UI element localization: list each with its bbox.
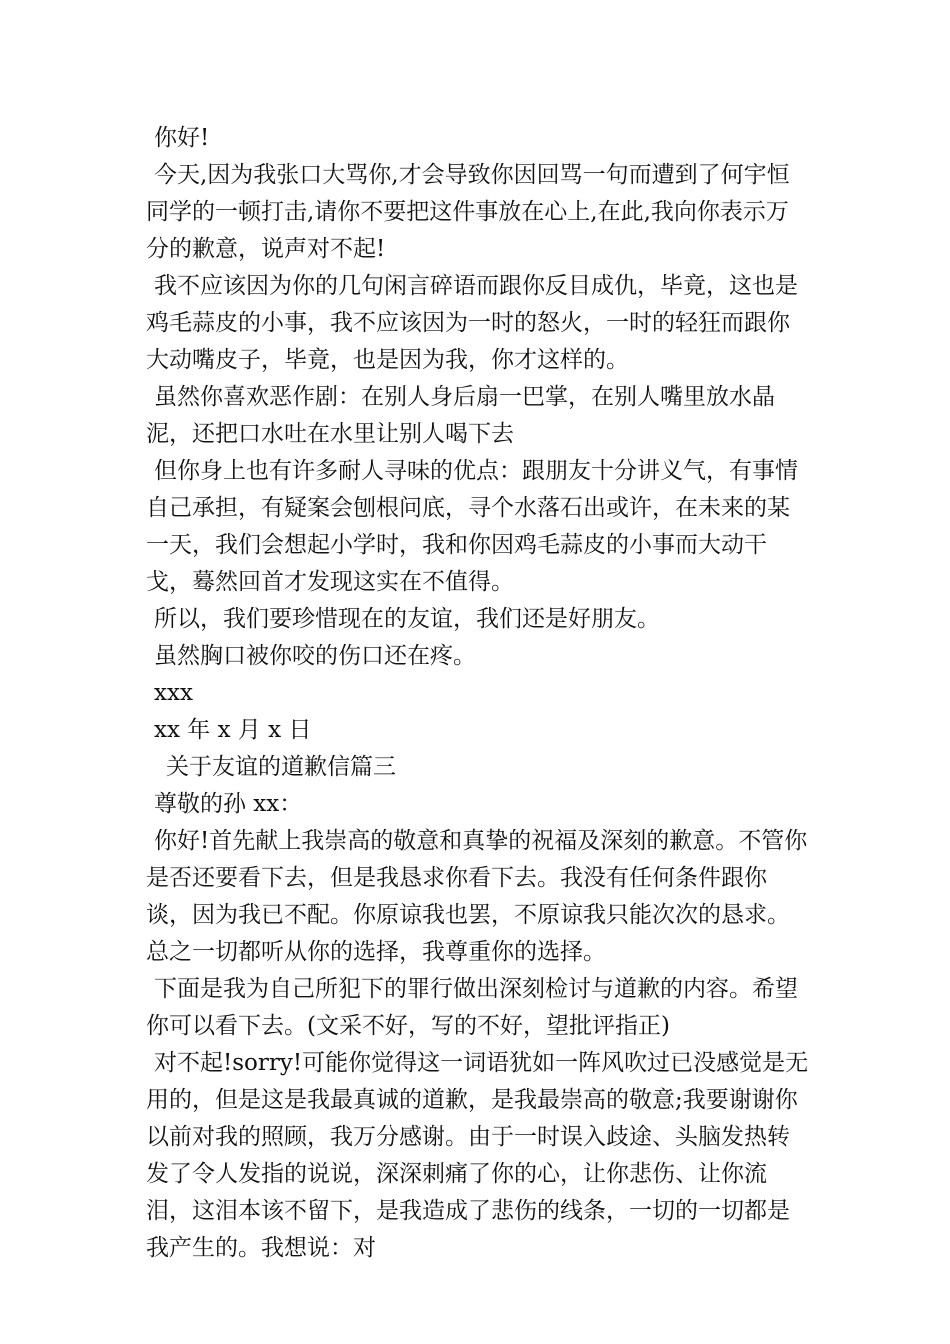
greeting: 你好! (154, 125, 210, 151)
paragraph: 我不应该因为你的几句闲言碎语而跟你反目成仇，毕竟，这也是鸡毛蒜皮的小事，我不应该因为一时的怒火，一时的轻狂而跟你大动嘴皮子，毕竟，也是因为我，你才这样的。 (146, 273, 798, 373)
document-page (146, 120, 810, 1267)
signature: xxx (154, 680, 193, 706)
paragraph: 虽然你喜欢恶作剧：在别人身后扇一巴掌，在别人嘴里放水晶泥，还把口水吐在水里让别人喝下去 (146, 384, 775, 447)
paragraph: 下面是我为自己所犯下的罪行做出深刻检讨与道歉的内容。希望你可以看下去。(文采不好，写的不好，望批评指正) (146, 976, 798, 1039)
paragraph: 你好!首先献上我崇高的敬意和真挚的祝福及深刻的歉意。不管你是否还要看下去，但是我恳求你看下去。我没有任何条件跟你谈，因为我已不配。你原谅我也罢，不原谅我只能次次的恳求。总之一切都听从你的选择，我尊重你的选择。 (146, 828, 808, 965)
paragraph: 但你身上也有许多耐人寻味的优点：跟朋友十分讲义气，有事情自己承担，有疑案会刨根问底，寻个水落石出或许，在未来的某一天，我们会想起小学时，我和你因鸡毛蒜皮的小事而大动干戈，蓦然回首才发现这实在不值得。 (146, 458, 798, 595)
paragraph: 对不起!sorry!可能你觉得这一词语犹如一阵风吹过已没感觉是无用的，但是这是我最真诚的道歉，是我最崇高的敬意;我要谢谢你以前对我的照顾，我万分感谢。由于一时误入歧途、头脑发热转发了令人发指的说说，深深刺痛了你的心，让你悲伤、让你流泪，这泪本该不留下，是我造成了悲伤的线条，一切的一切都是我产生的。我想说：对 (146, 1050, 809, 1261)
section-title: 关于友谊的道歉信篇三 (166, 754, 396, 780)
paragraph: 今天,因为我张口大骂你,才会导致你因回骂一句而遭到了何宇恒同学的一顿打击,请你不要把这件事放在心上,在此,我向你表示万分的歉意，说声对不起! (146, 162, 790, 262)
paragraph: 所以，我们要珍惜现在的友谊，我们还是好朋友。 (154, 606, 660, 632)
paragraph: 虽然胸口被你咬的伤口还在疼。 (154, 643, 476, 669)
date: xx 年 x 月 x 日 (154, 717, 312, 743)
salutation: 尊敬的孙 xx： (154, 791, 303, 817)
